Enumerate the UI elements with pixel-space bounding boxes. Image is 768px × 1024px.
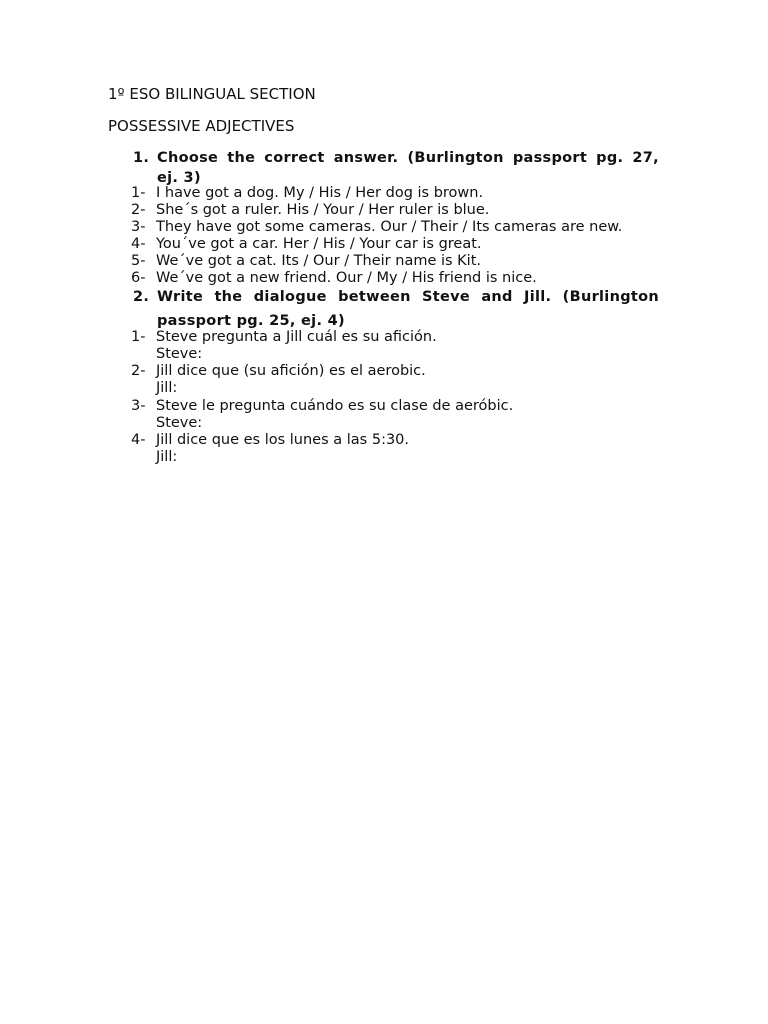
item-text: Jill dice que (su afición) es el aerobic. — [156, 363, 426, 379]
item-number: 1- — [131, 329, 146, 345]
item-text: I have got a dog. My / His / Her dog is brown. — [156, 185, 484, 201]
item-text: Jill dice que es los lunes a las 5:30. — [156, 432, 410, 448]
question-text-line1: Write the dialogue between Steve and Jill. (Burlington — [157, 289, 659, 305]
list-item — [131, 219, 622, 236]
speaker-label: Steve: — [156, 346, 203, 362]
topic-heading: POSSESSIVE ADJECTIVES — [108, 117, 295, 135]
item-text: We´ve got a cat. Its / Our / Their name is Kit. — [156, 253, 482, 269]
item-number: 2- — [131, 202, 146, 218]
item-text: We´ve got a new friend. Our / My / His friend is nice. — [156, 270, 537, 286]
item-number: 4- — [131, 432, 146, 448]
item-text: You´ve got a car. Her / His / Your car is great. — [156, 236, 482, 252]
item-number: 3- — [131, 219, 146, 235]
list-item — [131, 398, 513, 415]
question-number: 2. — [133, 289, 150, 305]
list-item — [131, 329, 437, 346]
item-number: 3- — [131, 398, 146, 414]
item-text: Steve pregunta a Jill cuál es su afición. — [156, 329, 437, 345]
list-item — [131, 270, 537, 287]
item-text: She´s got a ruler. His / Your / Her ruler is blue. — [156, 202, 490, 218]
list-item — [131, 253, 481, 270]
question-text-line1: Choose the correct answer. (Burlington passport pg. 27, — [157, 150, 659, 166]
list-item — [131, 236, 482, 253]
item-number: 1- — [131, 185, 146, 201]
item-text: Steve le pregunta cuándo es su clase de aeróbic. — [156, 398, 514, 414]
list-item — [131, 432, 409, 449]
item-number: 5- — [131, 253, 146, 269]
question-text-line2: passport pg. 25, ej. 4) — [157, 313, 345, 329]
question-text-line2: ej. 3) — [157, 170, 201, 186]
question-number: 1. — [133, 150, 150, 166]
list-item — [131, 185, 483, 202]
item-text: They have got some cameras. Our / Their / Its cameras are new. — [156, 219, 623, 235]
speaker-label: Jill: — [156, 380, 178, 396]
item-number: 4- — [131, 236, 146, 252]
item-number: 6- — [131, 270, 146, 286]
item-number: 2- — [131, 363, 146, 379]
list-item — [131, 202, 489, 219]
speaker-label: Jill: — [156, 449, 178, 465]
course-heading: 1º ESO BILINGUAL SECTION — [108, 85, 316, 103]
speaker-label: Steve: — [156, 415, 203, 431]
list-item — [131, 363, 426, 380]
